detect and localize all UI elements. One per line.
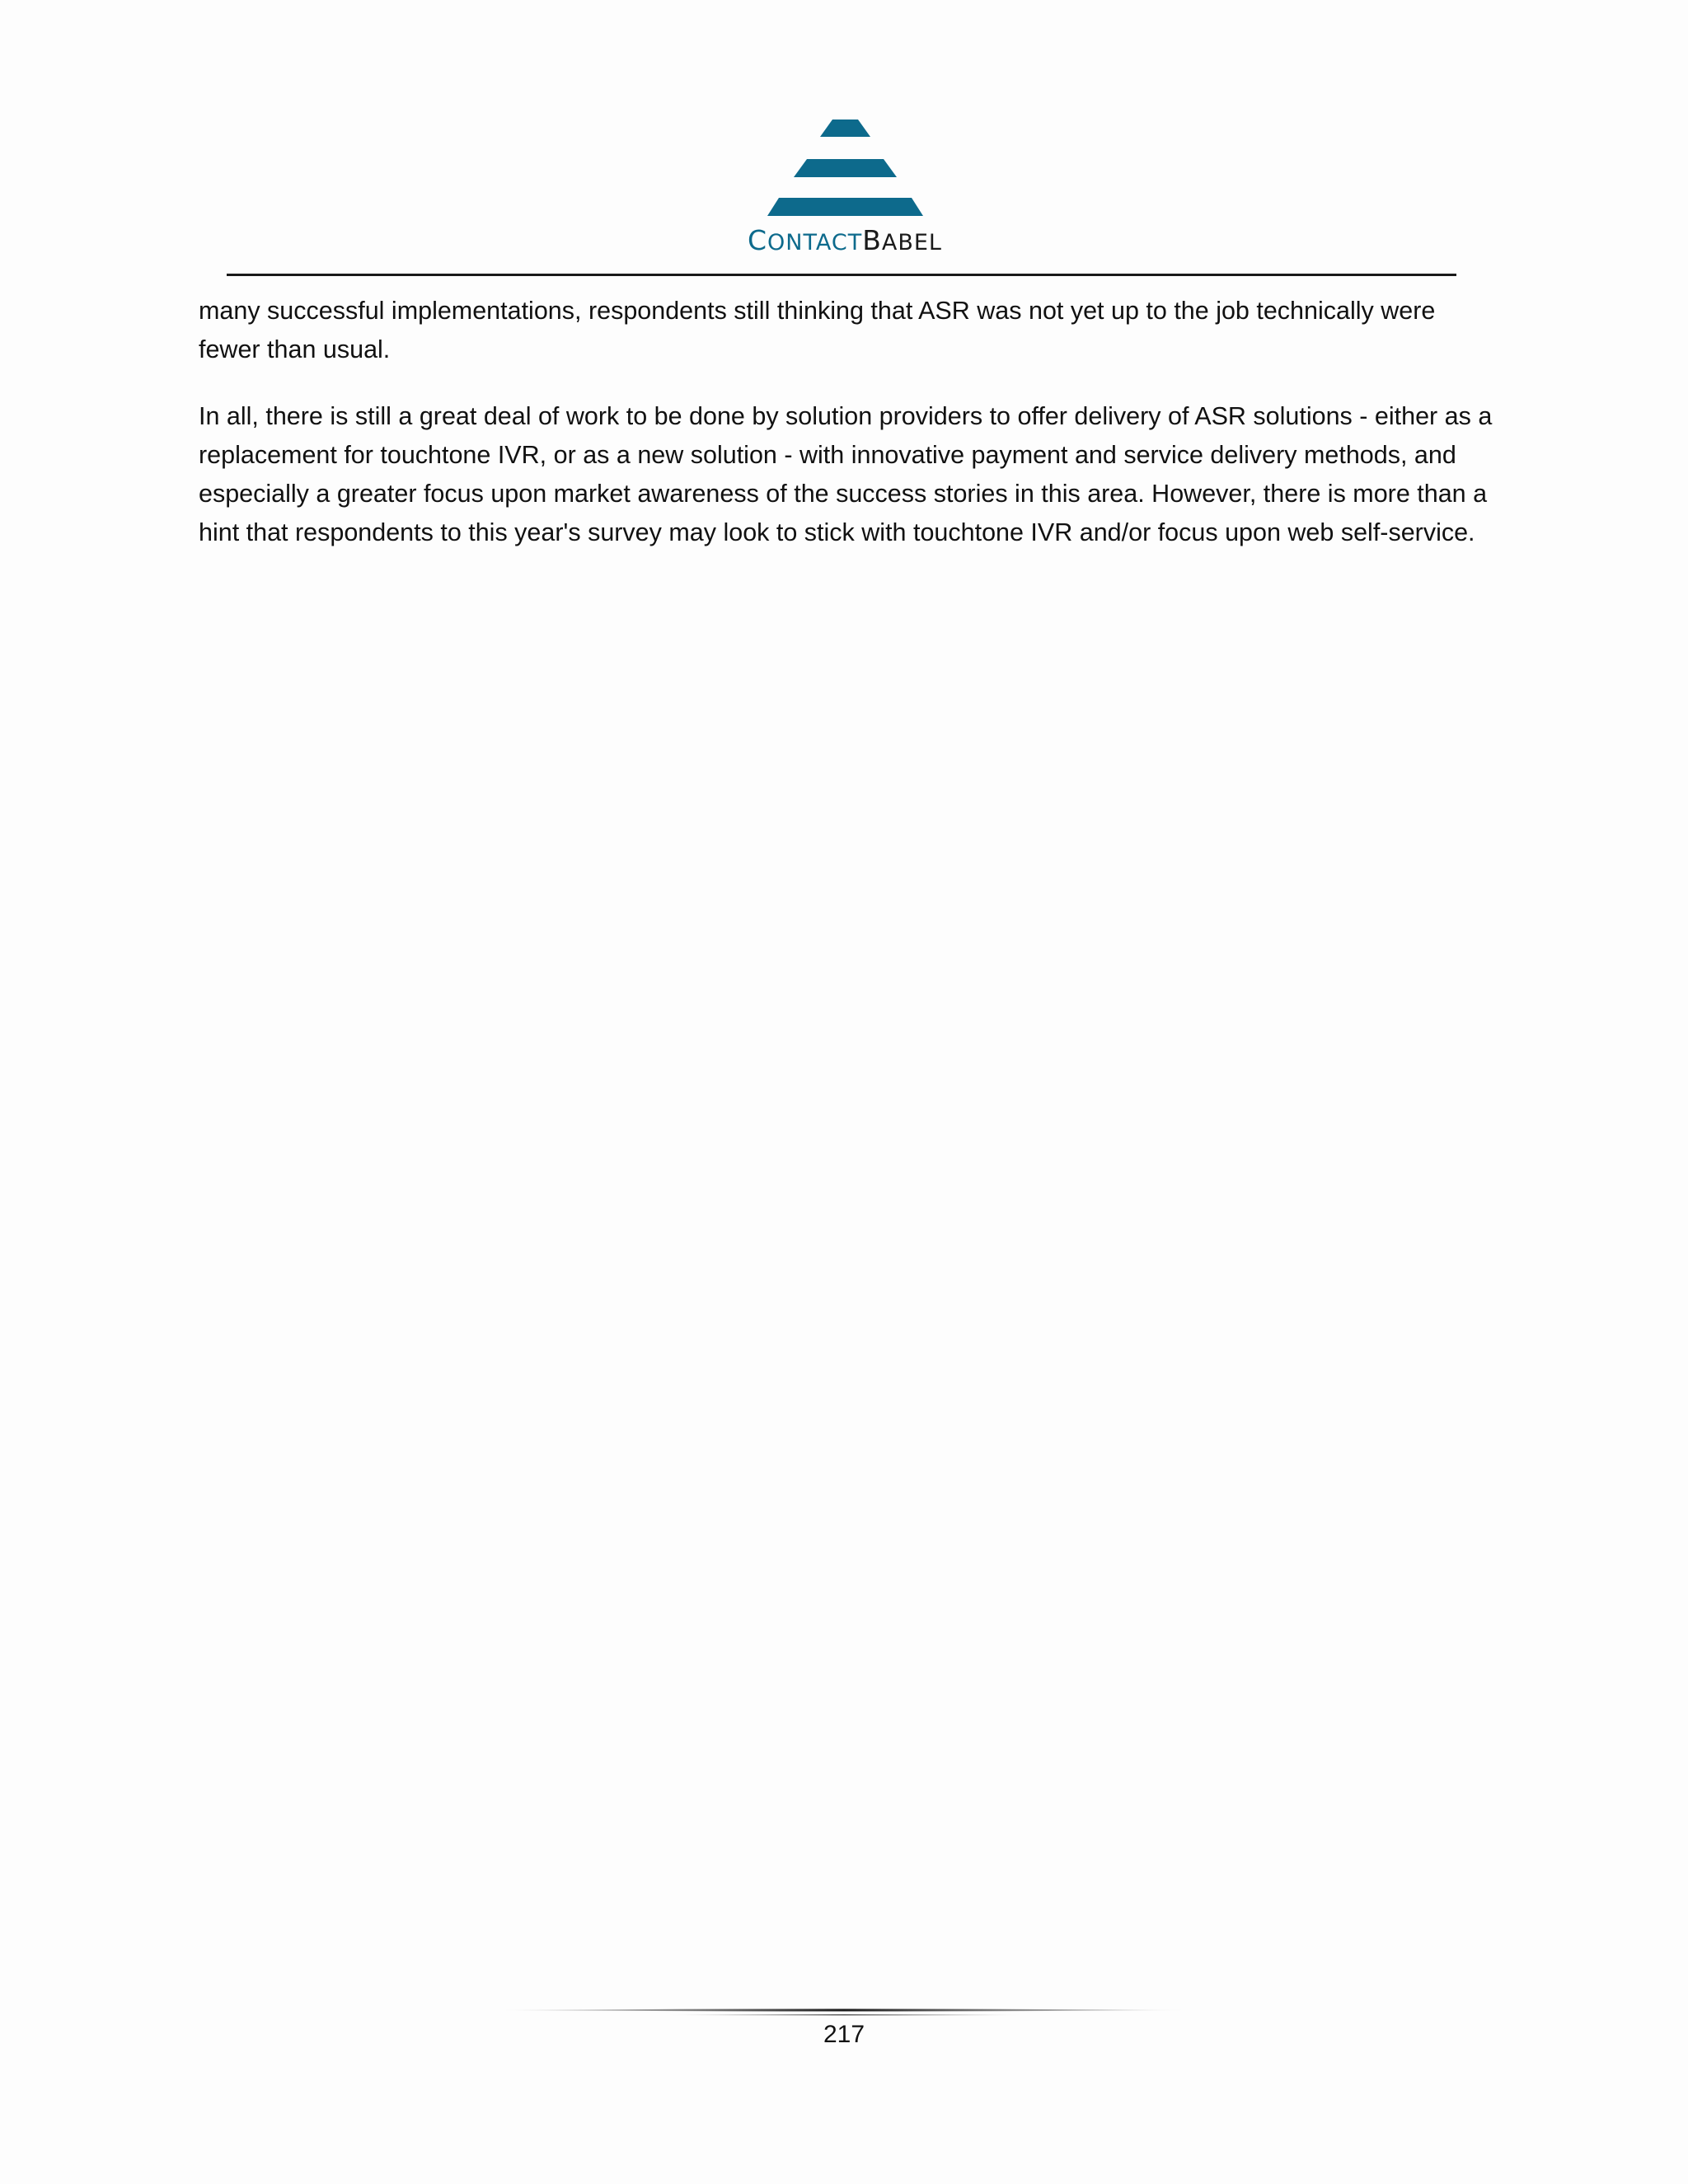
page-header	[0, 0, 1688, 280]
header-divider	[227, 274, 1456, 276]
logo-wordmark	[742, 224, 948, 256]
contactbabel-logo	[742, 114, 948, 254]
paragraph: In all, there is still a great deal of work to be done by solution providers to offer delivery of ASR solutions - either as a replacement for touchtone IVR, or as a new solution - with innovative payment and service delivery methods, and especially a greater focus upon market awareness of the success stories in this area. However, there is more than a hint that respondents to this year's survey may look to stick with touchtone IVR and/or focus upon web self-service.	[199, 402, 1493, 546]
body-text	[199, 292, 1501, 580]
paragraph: many successful implementations, respondents still thinking that ASR was not yet up to the job technically were fewer than usual.	[199, 297, 1436, 363]
page-number: 217	[823, 2021, 865, 2048]
logo-text-babel: BABEL	[862, 224, 942, 256]
logo-text-contact: CONTACT	[748, 224, 863, 256]
pyramid-logo-icon	[742, 114, 948, 221]
footer-divider	[499, 2008, 1189, 2018]
